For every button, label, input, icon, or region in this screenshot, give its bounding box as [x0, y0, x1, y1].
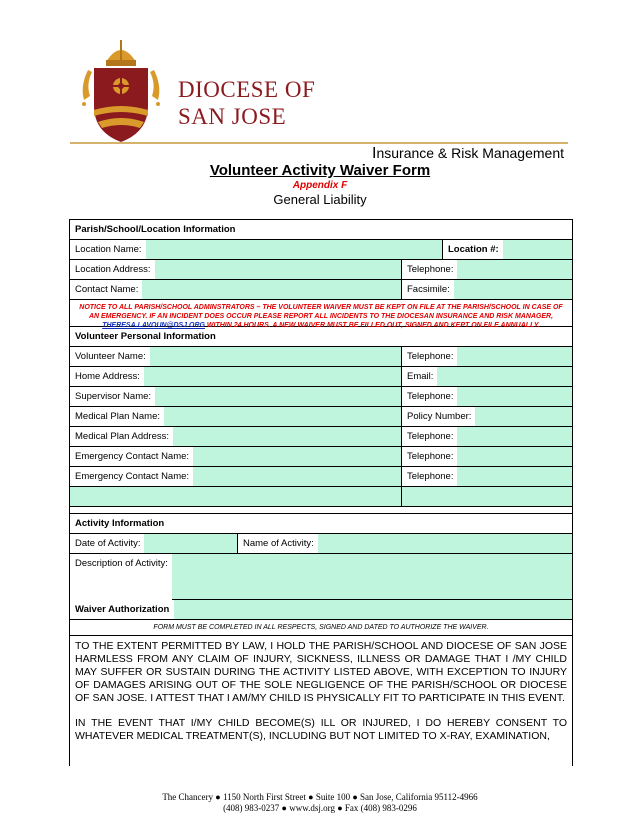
notice-text: [70, 300, 572, 327]
facsimile-label: Facsimile:: [402, 280, 454, 299]
volunteer-name-field[interactable]: [150, 347, 401, 366]
emergency-contact-1-cell: [70, 447, 402, 466]
medical-plan-address-row: [70, 427, 572, 447]
home-address-row: [70, 367, 572, 387]
volunteer-name-row: [70, 347, 572, 367]
emergency-contact-row-2: [70, 467, 572, 487]
emergency-contact-1-field[interactable]: [193, 447, 401, 466]
emergency-contact-2-label: Emergency Contact Name:: [70, 467, 193, 486]
page-footer: [0, 792, 640, 814]
location-name-row: [70, 240, 572, 260]
email-label: Email:: [402, 367, 437, 386]
waiver-header-field[interactable]: [174, 600, 572, 619]
medical-plan-telephone-cell: [402, 427, 572, 446]
blank-row: [70, 487, 572, 507]
email-cell: [402, 367, 572, 386]
emergency-telephone-1-field[interactable]: [457, 447, 572, 466]
emergency-contact-1-label: Emergency Contact Name:: [70, 447, 193, 466]
waiver-note: FORM MUST BE COMPLETED IN ALL RESPECTS, SIGNED AND DATED TO AUTHORIZE THE WAIVER.: [70, 620, 572, 636]
supervisor-name-row: [70, 387, 572, 407]
emergency-telephone-1-cell: [402, 447, 572, 466]
emergency-contact-row-1: [70, 447, 572, 467]
spacer-row: [70, 507, 572, 514]
location-address-label: Location Address:: [70, 260, 155, 279]
description-label: Description of Activity:: [70, 554, 172, 603]
section-header-volunteer: [70, 327, 572, 347]
volunteer-telephone-field[interactable]: [457, 347, 572, 366]
parish-telephone-field[interactable]: [457, 260, 572, 279]
org-name-line1: DIOCESE OF: [178, 77, 316, 102]
description-row: [70, 554, 572, 600]
home-address-cell: [70, 367, 402, 386]
contact-name-label: Contact Name:: [70, 280, 142, 299]
medical-plan-name-row: [70, 407, 572, 427]
form-subtitle: General Liability: [273, 192, 367, 207]
medical-plan-address-label: Medical Plan Address:: [70, 427, 173, 446]
medical-plan-name-cell: [70, 407, 402, 426]
waiver-form: [69, 219, 573, 766]
supervisor-telephone-field[interactable]: [457, 387, 572, 406]
section-title: Activity Information: [75, 518, 165, 529]
emergency-telephone-2-cell: [402, 467, 572, 486]
section-header-parish: [70, 220, 572, 240]
date-of-activity-cell: [70, 534, 238, 553]
facsimile-cell: [402, 280, 572, 299]
parish-telephone-cell: [402, 260, 572, 279]
appendix-label: Appendix F: [292, 180, 348, 191]
location-address-cell: [70, 260, 402, 279]
waiver-paragraph-2: IN THE EVENT THAT I/MY CHILD BECOME(S) ILL OR INJURED, I DO HEREBY CONSENT TO WHATEVER MEDICAL TREATMENT(S), INCLUDING BUT NOT LIMITED TO X-RAY, EXAMINATION,: [75, 717, 567, 742]
dept-initial: I: [372, 145, 377, 162]
medical-plan-telephone-field[interactable]: [457, 427, 572, 446]
policy-number-label: Policy Number:: [402, 407, 475, 426]
facsimile-field[interactable]: [454, 280, 572, 299]
blank-field-left-cell: [70, 487, 402, 506]
parish-telephone-label: Telephone:: [402, 260, 457, 279]
home-address-field[interactable]: [144, 367, 401, 386]
location-name-cell: [70, 240, 443, 259]
department-name: [372, 145, 564, 163]
name-of-activity-field[interactable]: [318, 534, 572, 553]
dept-rest: nsurance & Risk Management: [376, 145, 564, 161]
volunteer-name-cell: [70, 347, 402, 366]
blank-field-right[interactable]: [402, 487, 572, 506]
notice-text-main: NOTICE TO ALL PARISH/SCHOOL ADMINSTRATORS – THE VOLUNTEER WAIVER MUST BE KEPT ON FILE AT THE PARISH/SCHOOL IN CASE OF AN EMERGENCY. IF AN INCIDENT DOES OCCUR PLEASE REPORT ALL INCIDENTS TO THE DIOCESAN INSURANCE AND RISK MANAGER,: [79, 304, 563, 320]
location-name-label: Location Name:: [70, 240, 146, 259]
medical-plan-telephone-label: Telephone:: [402, 427, 457, 446]
date-of-activity-field[interactable]: [144, 534, 237, 553]
organization-name: [178, 76, 315, 130]
policy-number-field[interactable]: [475, 407, 572, 426]
section-title: Volunteer Personal Information: [75, 331, 216, 342]
blank-field-left[interactable]: [70, 487, 401, 506]
medical-plan-address-field[interactable]: [173, 427, 401, 446]
supervisor-name-label: Supervisor Name:: [70, 387, 155, 406]
name-of-activity-cell: [238, 534, 572, 553]
supervisor-telephone-label: Telephone:: [402, 387, 457, 406]
supervisor-telephone-cell: [402, 387, 572, 406]
emergency-telephone-2-label: Telephone:: [402, 467, 457, 486]
section-header-activity: [70, 514, 572, 534]
contact-name-field[interactable]: [142, 280, 401, 299]
location-address-field[interactable]: [155, 260, 401, 279]
activity-row: [70, 534, 572, 554]
volunteer-telephone-label: Telephone:: [402, 347, 457, 366]
volunteer-telephone-cell: [402, 347, 572, 366]
volunteer-name-label: Volunteer Name:: [70, 347, 150, 366]
footer-contact: (408) 983-0237 ● www.dsj.org ● Fax (408) 983-0296: [223, 803, 417, 813]
date-of-activity-label: Date of Activity:: [70, 534, 144, 553]
supervisor-name-field[interactable]: [155, 387, 401, 406]
form-title: Volunteer Activity Waiver Form: [209, 162, 431, 179]
home-address-label: Home Address:: [70, 367, 144, 386]
notice-email-link[interactable]: THERESA.LAVOUN@DSJ.ORG: [102, 322, 205, 329]
diocese-coat-of-arms-icon: [78, 36, 164, 144]
emergency-contact-2-cell: [70, 467, 402, 486]
email-field[interactable]: [437, 367, 572, 386]
section-header-waiver: [70, 600, 572, 620]
emergency-telephone-2-field[interactable]: [457, 467, 572, 486]
notice-text-tail: WITHIN 24 HOURS. A NEW WAIVER MUST BE FILLED OUT, SIGNED AND KEPT ON FILE ANNUALLY.: [204, 322, 540, 329]
medical-plan-name-field[interactable]: [164, 407, 401, 426]
footer-address: The Chancery ● 1150 North First Street ● Suite 100 ● San Jose, California 95112-4966: [162, 792, 478, 802]
location-name-field[interactable]: [146, 240, 442, 259]
policy-number-cell: [402, 407, 572, 426]
emergency-contact-2-field[interactable]: [193, 467, 401, 486]
location-number-label: Location #:: [443, 240, 503, 259]
waiver-paragraph-1: TO THE EXTENT PERMITTED BY LAW, I HOLD THE PARISH/SCHOOL AND DIOCESE OF SAN JOSE HARMLESS FROM ANY CLAIM OF INJURY, SICKNESS, ILLNESS OR DAMAGE THAT I /MY CHILD MAY SUFFER OR SUSTAIN DURING THE ACTIVITY LISTED ABOVE, WITH EXCEPTION TO INJURY OF DAMAGES ARISING OUT OF THE SOLE NEGLIGENCE OF THE PARISH/SCHOOL OR DIOCESE OF SAN JOSE. I ATTEST THAT I AM/MY CHILD IS PHYSICALLY FIT TO PARTICIPATE IN THIS EVENT.: [75, 640, 567, 704]
medical-plan-name-label: Medical Plan Name:: [70, 407, 164, 426]
contact-name-row: [70, 280, 572, 300]
waiver-text: [70, 636, 572, 766]
location-number-cell: [443, 240, 572, 259]
section-title: Waiver Authorization: [75, 604, 170, 615]
contact-name-cell: [70, 280, 402, 299]
section-title: Parish/School/Location Information: [75, 224, 236, 235]
header-divider: [70, 142, 568, 144]
location-address-row: [70, 260, 572, 280]
medical-plan-address-cell: [70, 427, 402, 446]
name-of-activity-label: Name of Activity:: [238, 534, 318, 553]
emergency-telephone-1-label: Telephone:: [402, 447, 457, 466]
org-name-line2: SAN JOSE: [178, 104, 287, 129]
blank-field-right-cell: [402, 487, 572, 506]
description-field[interactable]: [172, 554, 572, 599]
location-number-field[interactable]: [503, 240, 572, 259]
supervisor-name-cell: [70, 387, 402, 406]
